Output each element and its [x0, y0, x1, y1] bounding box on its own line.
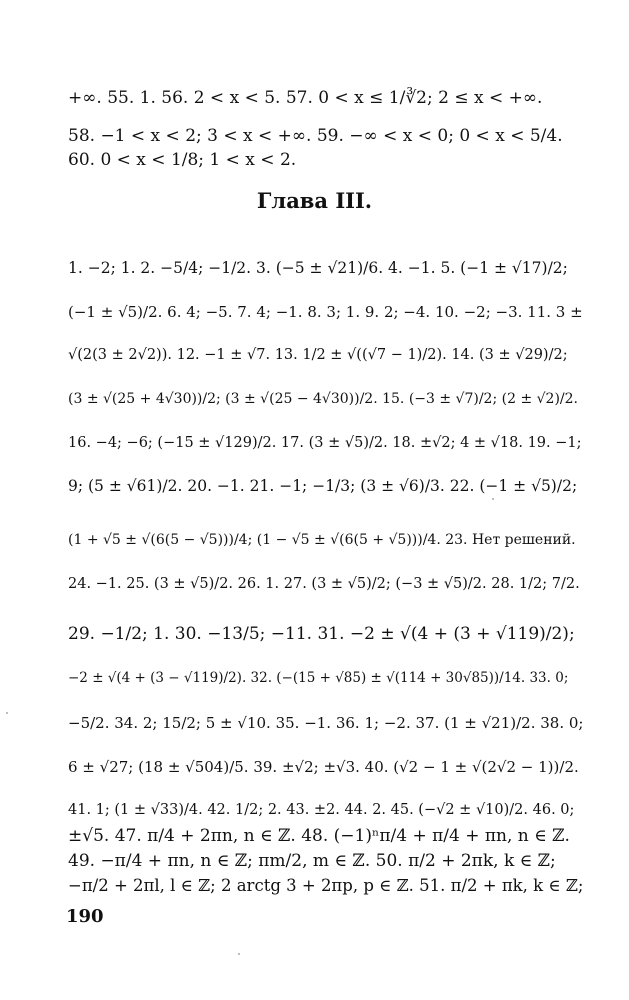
page-number: 190 — [66, 906, 104, 927]
answer-line-1: 1. −2; 1. 2. −5/4; −1/2. 3. (−5 ± √21)/6. 4. −1. 5. (−1 ± √17)/2; — [68, 259, 568, 277]
answer-line-7: (1 + √5 ± √(6(5 − √5)))/4; (1 − √5 ± √(6(5 + √5)))/4. 23. Нет решений. — [68, 532, 576, 548]
scan-speck — [6, 712, 8, 714]
scan-speck — [238, 953, 240, 955]
answer-line-14: ±√5. 47. π/4 + 2πn, n ∈ ℤ. 48. (−1)ⁿπ/4 + π/4 + πn, n ∈ ℤ. — [68, 826, 570, 846]
answer-line-3: √(2(3 ± 2√2)). 12. −1 ± √7. 13. 1/2 ± √((√7 − 1)/2). 14. (3 ± √29)/2; — [68, 347, 568, 363]
answer-line-12: 6 ± √27; (18 ± √504)/5. 39. ±√2; ±√3. 40. (√2 − 1 ± √(2√2 − 1))/2. — [68, 758, 579, 776]
answer-line-13: 41. 1; (1 ± √33)/4. 42. 1/2; 2. 43. ±2. 44. 2. 45. (−√2 ± √10)/2. 46. 0; — [68, 802, 575, 818]
answer-line-5: 16. −4; −6; (−15 ± √129)/2. 17. (3 ± √5)/2. 18. ±√2; 4 ± √18. 19. −1; — [68, 435, 582, 451]
answer-line-15: 49. −π/4 + πn, n ∈ ℤ; πm/2, m ∈ ℤ. 50. π/2 + 2πk, k ∈ ℤ; — [68, 851, 556, 871]
answer-line-16: −π/2 + 2πl, l ∈ ℤ; 2 arctg 3 + 2πp, p ∈ ℤ. 51. π/2 + πk, k ∈ ℤ; — [68, 876, 584, 895]
answer-line-8: 24. −1. 25. (3 ± √5)/2. 26. 1. 27. (3 ± √5)/2; (−3 ± √5)/2. 28. 1/2; 7/2. — [68, 576, 580, 592]
answer-line-9: 29. −1/2; 1. 30. −13/5; −11. 31. −2 ± √(4 + (3 + √119)/2); — [68, 624, 575, 644]
scan-speck — [492, 498, 494, 500]
answer-line-11: −5/2. 34. 2; 15/2; 5 ± √10. 35. −1. 36. 1; −2. 37. (1 ± √21)/2. 38. 0; — [68, 714, 584, 732]
chapter-title: Глава III. — [256, 188, 373, 213]
text-line-3: 60. 0 < x < 1/8; 1 < x < 2. — [68, 150, 297, 170]
text-line-1: +∞. 55. 1. 56. 2 < x < 5. 57. 0 < x ≤ 1/∛2; 2 ≤ x < +∞. — [68, 88, 543, 108]
answer-line-10: −2 ± √(4 + (3 − √119)/2). 32. (−(15 + √85) ± √(114 + 30√85))/14. 33. 0; — [68, 670, 569, 686]
answer-line-4: (3 ± √(25 + 4√30))/2; (3 ± √(25 − 4√30))/2. 15. (−3 ± √7)/2; (2 ± √2)/2. — [68, 391, 578, 407]
text-line-2: 58. −1 < x < 2; 3 < x < +∞. 59. −∞ < x < 0; 0 < x < 5/4. — [68, 126, 563, 146]
answer-line-2: (−1 ± √5)/2. 6. 4; −5. 7. 4; −1. 8. 3; 1. 9. 2; −4. 10. −2; −3. 11. 3 ± — [68, 303, 583, 321]
answer-line-6: 9; (5 ± √61)/2. 20. −1. 21. −1; −1/3; (3 ± √6)/3. 22. (−1 ± √5)/2; — [68, 477, 578, 495]
